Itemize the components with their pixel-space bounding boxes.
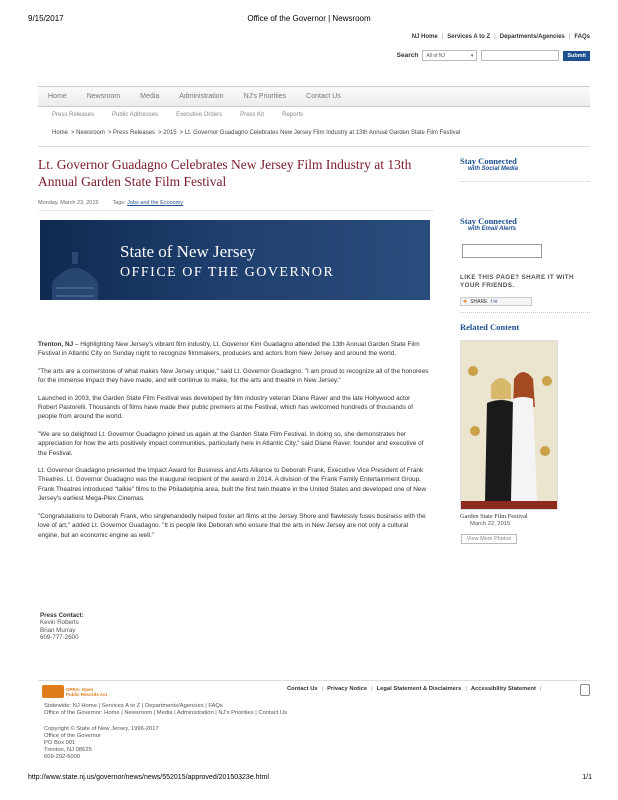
office-banner (40, 220, 430, 300)
footer-accessibility[interactable]: Accessibility Statement (470, 686, 536, 692)
chevron-down-icon: ▾ (470, 52, 474, 59)
footer-nav (44, 703, 287, 717)
social-icons: f ✉ (490, 298, 498, 305)
related-title: Related Content (460, 322, 520, 332)
contact-name: Brian Murray (40, 626, 76, 634)
footer-office[interactable]: Office of the Governor: Home | Newsroom | Media | Administration | NJ's Priorities | Contact Us (44, 710, 288, 716)
opra-line2: Public Records Act (66, 691, 108, 697)
address-line: Office of the Governor (44, 733, 101, 739)
article-paragraph: "The arts are a cornerstone of what makes New Jersey unique," said Lt. Governor Guadagno. "I am proud to recognize all of the honorees for the immense impact they have made, and will continue to make, for the arts and theatre in New Jersey." (38, 367, 429, 385)
nav-home[interactable]: Home (48, 93, 67, 100)
article-paragraph: Launched in 2003, the Garden State Film Festival was developed by film industry veteran Diane Raver and the late Hollywood actor Robert Pastorelli. Thousands of films have made their public premiers at the Festival, which has welcomed hundreds of thousands of people from around the world. (38, 394, 413, 421)
related-photo[interactable] (460, 340, 558, 510)
print-page-number: 1/1 (582, 774, 592, 781)
breadcrumb (52, 130, 460, 136)
article-tags (112, 200, 183, 206)
social-subtitle[interactable]: with Social Media (468, 166, 519, 172)
banner-office: OFFICE OF THE GOVERNOR (120, 265, 335, 280)
article-title: Lt. Governor Guadagno Celebrates New Jersey Film Industry at 13th Annual Garden State Film Festival (38, 157, 412, 189)
article-paragraph: "We are so delighted Lt. Governor Guadagno joined us again at the Garden State Film Festival. In doing so, she demonstrates her appreciation for how the arts positively impact communities, particularly here in Atlantic City," said Diane Raver, founder and executive of the Festival. (38, 430, 424, 457)
share-button[interactable] (460, 297, 532, 306)
top-links: NJ Home | Services A to Z | Departments/Agencies | FAQs (411, 34, 590, 40)
top-link-faqs[interactable]: FAQs (574, 34, 590, 40)
search-input[interactable] (481, 50, 559, 61)
search-submit-button[interactable]: Submit (563, 51, 590, 61)
article-body (38, 340, 430, 548)
breadcrumb-newsroom[interactable]: > Newsroom (71, 130, 105, 136)
main-nav (38, 86, 590, 107)
dateline: Trenton, NJ (38, 341, 74, 348)
subnav-press-kit[interactable]: Press Kit (240, 112, 265, 118)
banner-state: State of New Jersey (120, 242, 256, 261)
top-link-nj-home[interactable]: NJ Home (411, 34, 438, 40)
footer-statewide[interactable]: Statewide: NJ Home | Services A to Z | Departments/Agencies | FAQs (44, 703, 223, 709)
share-label: SHARE (470, 298, 488, 305)
footer-legal[interactable]: Legal Statement & Disclaimers (376, 686, 462, 692)
address-line: PO Box 001 (44, 740, 76, 746)
tags-label: Tags: (112, 200, 126, 206)
article-paragraph: Trenton, NJ – Highlighting New Jersey's vibrant film industry, Lt. Governor Kim Guadagno attended the 13th Annual Garden State Film Festival in Atlantic City on Sunday night to recognize filmmakers, producers and actors from New Jersey and around the world. (38, 341, 420, 358)
share-prompt: LIKE THIS PAGE? SHARE IT WITH YOUR FRIENDS. (460, 274, 574, 289)
breadcrumb-home[interactable]: Home (52, 130, 69, 136)
contact-name: Kevin Roberts (40, 619, 79, 627)
tag-link[interactable]: Jobs and the Economy (127, 200, 184, 206)
print-url: http://www.state.nj.us/governor/news/news/552015/approved/20150323e.html (28, 774, 269, 781)
social-title[interactable]: Stay Connected (460, 156, 517, 166)
article-date: Monday, March 23, 2015 (38, 200, 99, 206)
subnav-executive-orders[interactable]: Executive Orders (176, 112, 223, 118)
photo-date: March 22, 2015 (470, 521, 511, 527)
footer-privacy[interactable]: Privacy Notice (327, 686, 368, 692)
divider (38, 146, 590, 147)
contact-phone: 609-777-2600 (40, 634, 79, 642)
subnav-reports[interactable]: Reports (282, 112, 304, 118)
footer-contact-us[interactable]: Contact Us (287, 686, 318, 692)
address-line: Trenton, NJ 08625 (44, 747, 92, 753)
view-more-photos-button[interactable]: View More Photos (461, 534, 517, 544)
nav-newsroom[interactable]: Newsroom (86, 93, 121, 100)
sidebar-divider (460, 312, 590, 313)
nav-priorities[interactable]: NJ's Priorities (243, 93, 287, 100)
opra-line1: OPRA: Open (66, 686, 94, 692)
search-label: Search (396, 52, 419, 59)
press-contact-label: Press Contact: (40, 612, 84, 619)
nav-administration[interactable]: Administration (179, 93, 224, 100)
search-scope-select[interactable] (422, 50, 477, 61)
email-input[interactable] (462, 244, 542, 258)
top-link-departments[interactable]: Departments/Agencies (499, 34, 565, 40)
nav-media[interactable]: Media (140, 93, 160, 100)
email-title[interactable]: Stay Connected (460, 216, 517, 226)
breadcrumb-press-releases[interactable]: > Press Releases (107, 130, 156, 136)
capitol-dome-icon (48, 248, 102, 300)
press-contact (40, 612, 84, 642)
print-date: 9/15/2017 (28, 14, 64, 23)
search-scope-value: All of NJ (426, 52, 445, 59)
footer-links: Contact Us | Privacy Notice | Legal Statement & Disclaimers | Accessibility Statement | (287, 686, 542, 692)
sub-nav (52, 112, 303, 118)
top-link-services[interactable]: Services A to Z (447, 34, 491, 40)
opra-link[interactable] (42, 685, 107, 698)
subnav-press-releases[interactable]: Press Releases (52, 112, 95, 118)
article-paragraph: Lt. Governor Guadagno presented the Impact Award for Business and Arts Alliance to Deborah Frank, Executive Vice President of Frank Theatres. Lt. Governor Guadagno was the inaugural recipient of the award in 2014. A division of the Frank Family Entertainment Group, Frank Theatres introduced "talkie" films to the Philadelphia area, built the first twin theatre in the United States and developed one of New Jersey's earliest Mega-Plex Cinemas. (38, 467, 427, 503)
share-icon: ✚ (463, 298, 468, 305)
article-paragraph: "Congratulations to Deborah Frank, who singlehandedly helped foster art films at the Jersey Shore and flawlessly fuses business with the love of art," added Lt. Governor Guadagno. "It is people like Deborah who ensure that the arts in New Jersey are not only a cultural engine, but an economic engine as well." (38, 512, 426, 539)
print-title: Office of the Governor | Newsroom (247, 14, 371, 23)
article-meta (38, 200, 433, 211)
nj-seal-icon[interactable] (580, 684, 590, 696)
nav-contact[interactable]: Contact Us (306, 93, 341, 100)
breadcrumb-current: > Lt. Governor Guadagno Celebrates New Jersey Film Industry at 13th Annual Garden State Film Festival (179, 130, 461, 136)
footer-copyright (44, 726, 159, 761)
footer-divider (38, 680, 590, 681)
subnav-public-addresses[interactable]: Public Addresses (112, 112, 159, 118)
photo-caption[interactable]: Garden State Film Festival (460, 513, 528, 520)
email-box (460, 216, 590, 238)
address-phone: 609-292-6000 (44, 754, 81, 760)
copyright-text: Copyright © State of New Jersey, 1996-2017 (44, 726, 159, 732)
breadcrumb-year[interactable]: > 2015 (158, 130, 177, 136)
social-box (460, 156, 590, 182)
search-bar (397, 50, 590, 61)
opra-logo-icon (42, 685, 64, 698)
photo-scene (461, 341, 558, 510)
email-subtitle[interactable]: with Email Alerts (468, 226, 517, 232)
